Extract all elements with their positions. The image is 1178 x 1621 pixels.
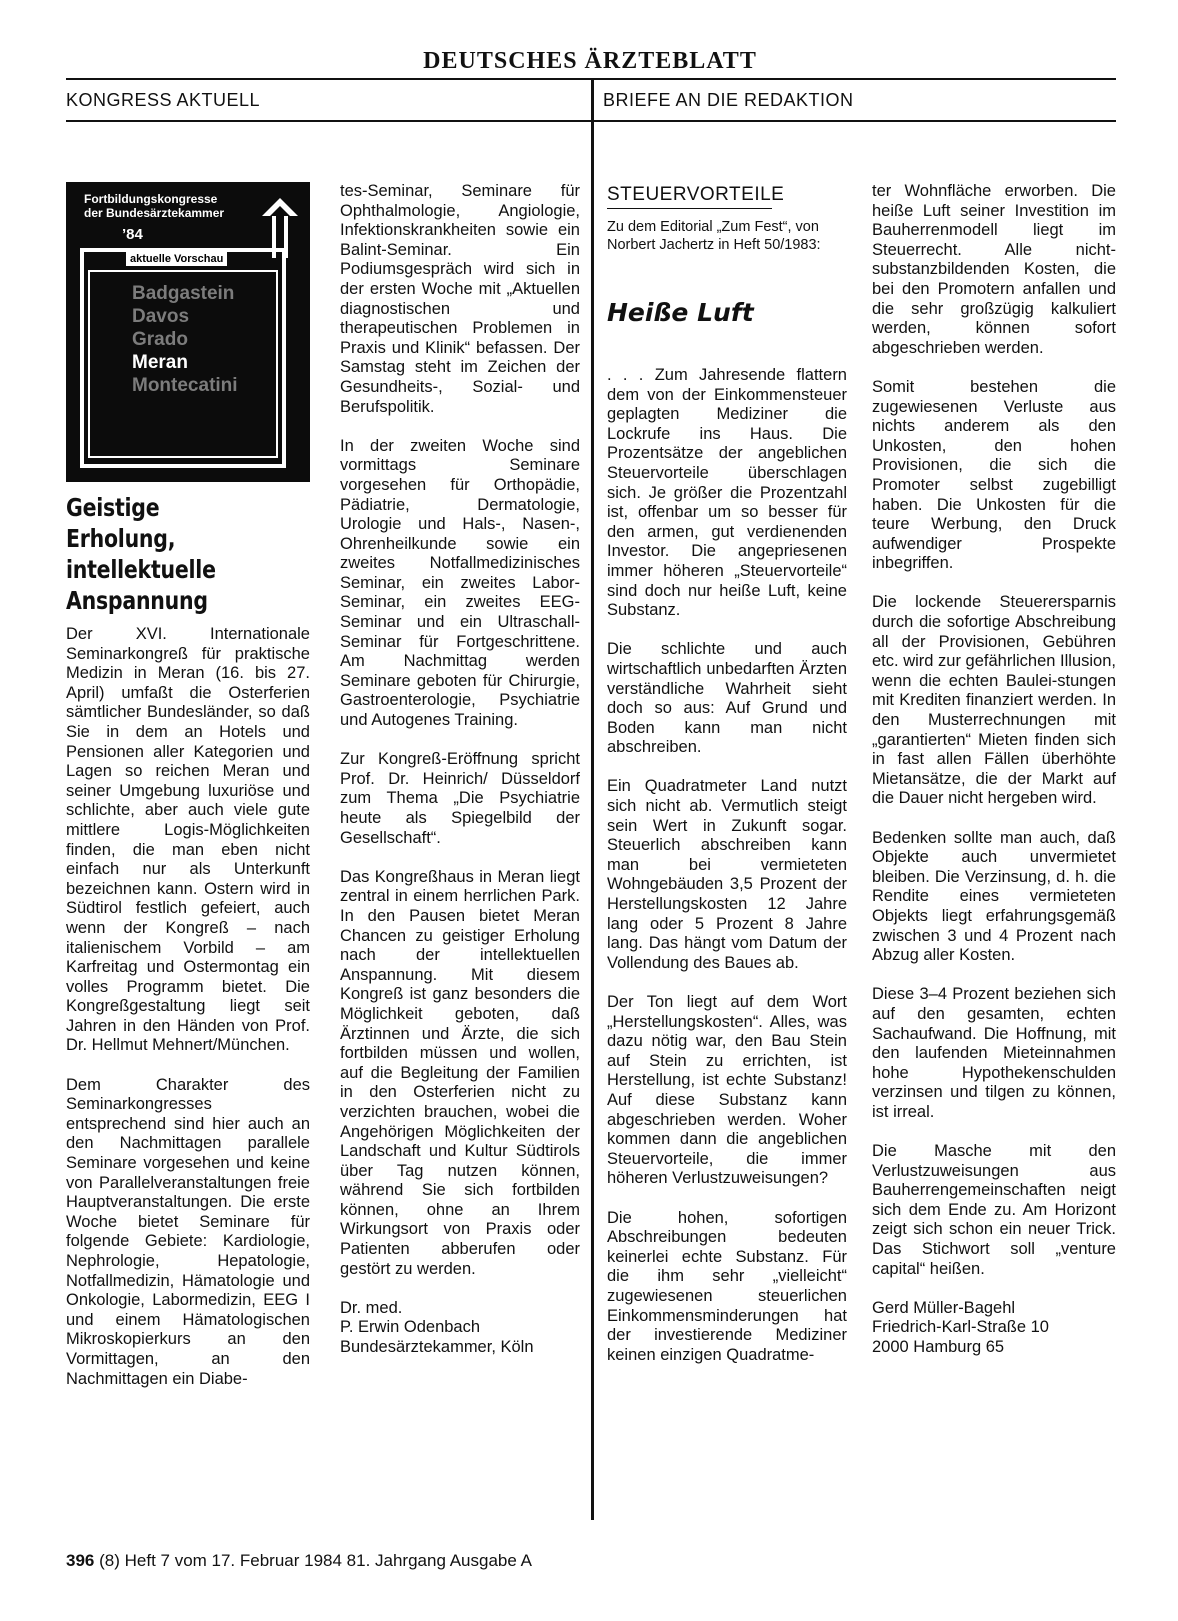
signature-line: P. Erwin Odenbach xyxy=(340,1318,481,1337)
paragraph: Der Ton liegt auf dem Wort „Herstellungskosten“. Alles, was dazu nötig war, den Bau Stein auf Stein zu errichten, ist Herstellung, ist echte Substanz! Auf diese Substanz kann abgeschrieben werden. Woher kommen dann die angeblichen Steuervorteile, die immer höheren Verlustzuweisungen? xyxy=(607,993,847,1188)
headline-line: Geistige Erholung, xyxy=(66,493,176,553)
congress-ad xyxy=(66,182,310,482)
headline-line: intellektuelle xyxy=(66,555,216,584)
article-headline xyxy=(66,492,266,616)
paragraph: In der zweiten Woche sind vormittags Seminare vorgesehen für Orthopädie, Pädiatrie, Dermatologie, Urologie und Hals-, Nasen-, Ohrenheilkunde sowie ein zweites Notfallmedizinisches Seminar, ein zweites Labor-Seminar, ein zweites EEG-Seminar und ein Ultraschall-Seminar für Fortgeschrittene. Am Nachmittag werden Seminare geboten für Chirurgie, Gastroenterologie, Psychiatrie und Autogenes Training. xyxy=(340,436,580,730)
paragraph: Zur Kongreß-Eröffnung spricht Prof. Dr. Heinrich/ Düsseldorf zum Thema „Die Psychiatrie heute als Spiegelbild der Gesellschaft“. xyxy=(340,750,580,847)
letter-signature xyxy=(872,1299,1116,1358)
letter-title: Heiße Luft xyxy=(607,298,754,327)
paragraph: Die lockende Steuerersparnis durch die sofortige Abschreibung all der Provisionen, Gebühren etc. wird zur gefährlichen Illusion, wenn die echten Baulei-stungen mit Krediten finanziert werden. In den Musterrechnungen mit „garantierten“ Mieten finden sich in fast allen Fällen überhöhte Mietansätze, die der Markt auf die Dauer nicht hergeben wird. xyxy=(872,593,1116,808)
headline-line: Anspannung xyxy=(66,586,208,615)
article-signature xyxy=(340,1299,580,1358)
letter-column-1 xyxy=(607,366,847,1385)
section-title-right: BRIEFE AN DIE REDAKTION xyxy=(603,90,854,110)
paragraph: tes-Seminar, Seminare für Ophthalmologie, Angiologie, Infektionskrankheiten sowie ein Balint-Seminar. Ein Podiumsgespräch wird sich in der ersten Woche mit „Aktuellen diagnostischen und therapeutischen Problemen in Praxis und Klinik“ befassen. Der Samstag steht im Zeichen der Gesundheits-, Sozial- und Berufspolitik. xyxy=(340,182,580,416)
ad-city: Davos xyxy=(132,306,190,327)
ad-heading xyxy=(84,192,224,220)
paragraph: Somit bestehen die zugewiesenen Verluste aus nichts anderem als den Unkosten, den hohen Provisionen, die sich die Promoter selbst zugebilligt haben. Die Unkosten für die teure Werbung, den Druck aufwendiger Prospekte inbegriffen. xyxy=(872,377,1116,573)
letter-intro: Zu dem Editorial „Zum Fest“, von Norbert Jachertz in Heft 50/1983: xyxy=(607,219,821,253)
ad-city: Grado xyxy=(132,329,188,350)
ad-city: Montecatini xyxy=(132,375,238,396)
ad-line2: der Bundesärztekammer xyxy=(84,206,225,220)
rubric-underline xyxy=(607,208,772,209)
ad-city-list xyxy=(132,282,238,397)
paragraph: ter Wohnfläche erworben. Die heiße Luft seiner Investition im Bauherrenmodell liegt im Steuerrecht. Alle nicht-substanzbildenden Kosten, die bei den Promotern anfallen und die sehr großzügig kalkuliert werden, können sofort abgeschrieben werden. xyxy=(872,182,1116,357)
ad-city: Badgastein xyxy=(132,283,235,304)
signature-line: Friedrich-Karl-Straße 10 xyxy=(872,1318,1049,1337)
ad-year: ’84 xyxy=(122,226,143,243)
issue-info: (8) Heft 7 vom 17. Februar 1984 81. Jahrgang Ausgabe A xyxy=(99,1551,532,1570)
letter-rubric: STEUERVORTEILE xyxy=(607,184,785,205)
masthead: DEUTSCHES ÄRZTEBLATT xyxy=(423,48,757,74)
ad-line1: Fortbildungskongresse xyxy=(84,192,218,206)
paragraph: Das Kongreßhaus in Meran liegt zentral in einem herrlichen Park. In den Pausen bietet Meran Chancen zu geistiger Erholung nach der intellektuellen Anspannung. Mit diesem Kongreß ist ganz besonders die Möglichkeit geboten, daß Ärztinnen und Ärzte, die sich fortbilden müssen und wollen, auf die Begleitung der Familien in den Osterferien nicht zu verzichten brauchen, wobei die Angehörigen Möglichkeiten der Landschaft und Kultur Südtirols über Tag nutzen können, während Sie sich fortbilden können, ohne an Ihrem Wirkungsort von Praxis oder Patienten abberufen oder gestört zu werden. xyxy=(340,867,580,1278)
paragraph: Diese 3–4 Prozent beziehen sich auf den gesamten, echten Sachaufwand. Die Hoffnung, mit den laufenden Mieteinnahmen hohe Hypothekenschulden verzinsen und tilgen zu können, ist irreal. xyxy=(872,985,1116,1121)
paragraph: Bedenken sollte man auch, daß Objekte auch unvermietet bleiben. Die Verzinsung, d. h. die Rendite eines vermieteten Objekts liegt erfahrungsgemäß zwischen 3 und 4 Prozent nach Abzug aller Kosten. xyxy=(872,828,1116,965)
page-number: 396 xyxy=(66,1551,95,1570)
paragraph: Die schlichte und auch wirtschaftlich unbedarften Ärzten verständliche Wahrheit sieht doch so aus: Auf Grund und Boden kann man nicht abschreiben. xyxy=(607,640,847,757)
signature-line: Dr. med. xyxy=(340,1298,403,1317)
paragraph: Der XVI. Internationale Seminarkongreß für praktische Medizin in Meran (16. bis 27. April) umfaßt die Osterferien sämtlicher Bundesländer, so daß Sie in dem an Hotels und Pensionen aller Kategorien und Lagen so reichen Meran und seiner Umgebung luxuriöse und schlichte, aber auch viele gute mittlere Logis-Möglichkeiten finden, die man eben nicht einfach nur als Unterkunft bezeichnen kann. Ostern wird in Südtirol festlich gefeiert, auch wenn der Kongreß – nach italienischem Vorbild – am Karfreitag und Ostermontag ein volles Programm bietet. Die Kongreßgestaltung liegt seit Jahren in den Händen von Prof. Dr. Hellmut Mehnert/München. xyxy=(66,625,310,1055)
article-column-1 xyxy=(66,625,310,1409)
paragraph: Die hohen, sofortigen Abschreibungen bedeuten keinerlei echte Substanz. Für die ihm sehr „vielleicht“ zugewiesenen steuerlichen Einkommensminderungen hat der investierende Mediziner keinen einzigen Quadratme- xyxy=(607,1208,847,1364)
column-divider xyxy=(591,78,594,1520)
paragraph: . . . Zum Jahresende flattern dem von der Einkommensteuer geplagten Mediziner die Lockrufe ins Haus. Die Prozentsätze der angeblichen Steuervorteile überschlagen sich. Je größer die Prozentzahl ist, offenbar um so besser für den armen, gut verdienenden Investor. Die angepriesenen immer höheren „Steuervorteile“ sind doch nur heiße Luft, keine Substanz. xyxy=(607,366,847,620)
paragraph: Ein Quadratmeter Land nutzt sich nicht ab. Vermutlich steigt sein Wert in Zukunft sogar. Steuerlich abschreiben kann man bei vermieteten Wohngebäuden 3,5 Prozent der Herstellungskosten 12 Jahre lang oder 5 Prozent 8 Jahre lang. Das hängt vom Datum der Vollendung des Baues ab. xyxy=(607,777,847,972)
signature-line: Gerd Müller-Bagehl xyxy=(872,1298,1016,1317)
letter-column-2 xyxy=(872,182,1116,1358)
paragraph: Die Masche mit den Verlustzuweisungen aus Bauherrengemeinschaften neigt sich dem Ende zu. Am Horizont zeigt sich schon ein neuer Trick. Das Stichwort soll „venture capital“ heißen. xyxy=(872,1142,1116,1278)
ad-tag: aktuelle Vorschau xyxy=(126,252,227,266)
ad-city-highlighted: Meran xyxy=(132,352,188,373)
section-title-left: KONGRESS AKTUELL xyxy=(66,90,261,110)
signature-line: 2000 Hamburg 65 xyxy=(872,1338,1005,1357)
page-footer xyxy=(66,1551,532,1571)
signature-line: Bundesärztekammer, Köln xyxy=(340,1338,534,1357)
paragraph: Dem Charakter des Seminarkongresses entsprechend sind hier auch an den Nachmittagen parallele Seminare vorgesehen und keine von Parallelveranstaltungen freie Hauptveranstaltungen. Die erste Woche bietet Seminare für folgende Gebiete: Kardiologie, Nephrologie, Hepatologie, Notfallmedizin, Hämatologie und Onkologie, Labormedizin, EEG I und einem Hämatologischen Mikroskopierkurs an den Vormittagen, an den Nachmittagen ein Diabe- xyxy=(66,1075,310,1388)
article-column-2 xyxy=(340,182,580,1358)
